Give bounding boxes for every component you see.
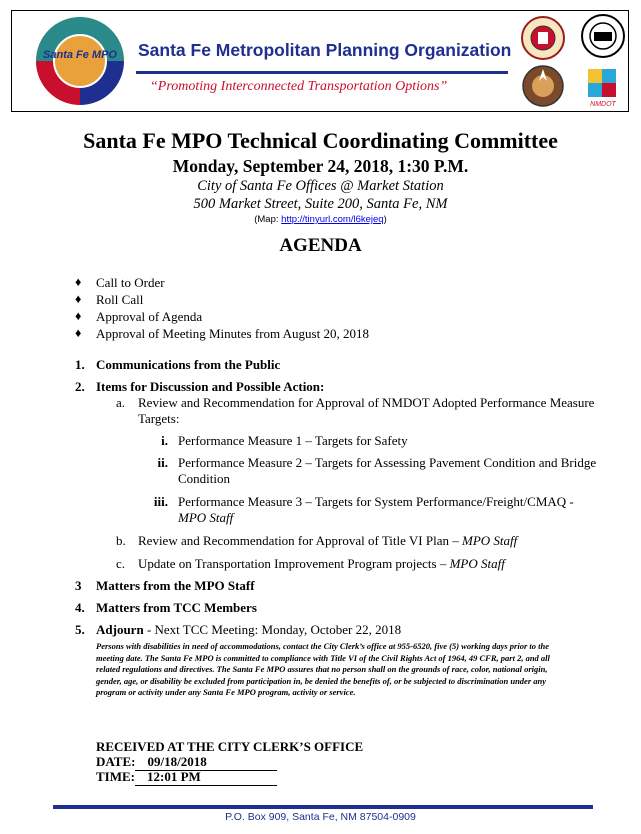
sub-item-a: Review and Recommendation for Approval of NMDOT Adopted Performance Measure Targets: xyxy=(138,395,595,426)
nmdot-label: NMDOT xyxy=(590,101,616,108)
footer-rule xyxy=(53,805,593,809)
diamond-bullet-icon: ♦ xyxy=(75,309,82,323)
diamond-bullet-icon: ♦ xyxy=(75,275,82,289)
map-link[interactable]: http://tinyurl.com/l6kejeq xyxy=(281,214,384,225)
item-mpo-staff: Matters from the MPO Staff xyxy=(96,578,255,593)
item-discussion: Items for Discussion and Possible Action: xyxy=(96,379,325,394)
santa-fe-mpo-logo xyxy=(34,15,126,107)
org-rule xyxy=(136,71,508,74)
committee-title: Santa Fe MPO Technical Coordinating Committee xyxy=(83,128,558,153)
roman-item-iii-text: Performance Measure 3 – Targets for System Performance/Freight/CMAQ - xyxy=(178,494,574,509)
item-adjourn xyxy=(96,622,401,638)
sub-item-b-text: Review and Recommendation for Approval of Title VI Plan – xyxy=(138,533,462,548)
sub-letter: a. xyxy=(116,395,126,410)
diamond-bullet-icon: ♦ xyxy=(75,326,82,340)
presenter-label: MPO Staff xyxy=(462,533,518,548)
map-prefix: (Map: xyxy=(254,214,282,225)
agenda-heading: AGENDA xyxy=(279,235,362,256)
presenter-label: MPO Staff xyxy=(449,556,505,571)
received-time xyxy=(96,769,277,786)
logo-text: Santa Fe MPO xyxy=(43,49,117,61)
footer-address: P.O. Box 909, Santa Fe, NM 87504-0909 xyxy=(225,811,416,823)
time-value: 12:01 PM xyxy=(135,769,277,786)
sub-letter: c. xyxy=(116,556,126,571)
sub-item-b xyxy=(138,533,598,549)
received-title: RECEIVED AT THE CITY CLERK’S OFFICE xyxy=(96,739,364,754)
rtd-seal-icon xyxy=(520,63,566,109)
next-meeting: - Next TCC Meeting: Monday, October 22, 2018 xyxy=(143,622,402,637)
roman-numeral: i. xyxy=(161,433,168,448)
presenter-label: MPO Staff xyxy=(178,510,234,525)
roman-numeral: iii. xyxy=(153,494,168,509)
map-suffix: ) xyxy=(383,214,387,225)
org-name: Santa Fe Metropolitan Planning Organization xyxy=(138,40,512,60)
meeting-datetime: Monday, September 24, 2018, 1:30 P.M. xyxy=(172,156,469,176)
roman-item-ii: Performance Measure 2 – Targets for Assessing Pavement Condition and Bridge Condition xyxy=(178,455,597,486)
adjourn-label: Adjourn xyxy=(96,622,144,637)
nmdot-logo-icon xyxy=(580,63,626,109)
sub-item-c-text: Update on Transportation Improvement Program projects – xyxy=(138,556,450,571)
item-number: 1. xyxy=(75,357,85,372)
sub-item-c xyxy=(138,556,598,572)
roman-item-i: Performance Measure 1 – Targets for Safety xyxy=(178,433,408,448)
item-communications: Communications from the Public xyxy=(96,357,281,372)
accessibility-notice: Persons with disabilities in need of accommodations, contact the City Clerk’s office at 955-6520, five (5) working days prior to the meeting date. The Santa Fe MPO is committed to compliance with Title VI of the Civil Rights Act of 1964, 49 CFR, part 2, and all related regulations and directives. The Santa Fe MPO assures that no person shall on the grounds of race, color, national origin, gender, age, or disability be excluded from participation in, be denied the benefits of, or be subjected to discrimination under any program or activity under any Santa Fe MPO program, activity or service. xyxy=(96,641,550,697)
map-line xyxy=(0,214,641,225)
city-seal-icon xyxy=(520,15,566,61)
diamond-bullet-icon: ♦ xyxy=(75,292,82,306)
location-line-2: 500 Market Street, Suite 200, Santa Fe, NM xyxy=(193,196,448,212)
item-number: 3 xyxy=(75,578,82,593)
date-label: DATE: xyxy=(96,754,136,769)
letterhead xyxy=(11,10,629,112)
bullet-item: Approval of Agenda xyxy=(96,309,203,324)
item-number: 4. xyxy=(75,600,85,615)
sub-letter: b. xyxy=(116,533,126,548)
location-line-1: City of Santa Fe Offices @ Market Station xyxy=(197,178,444,194)
roman-numeral: ii. xyxy=(157,455,168,470)
tagline: “Promoting Interconnected Transportation Options” xyxy=(150,79,448,94)
item-tcc-members: Matters from TCC Members xyxy=(96,600,257,615)
bullet-item: Roll Call xyxy=(96,292,144,307)
roman-item-iii xyxy=(178,494,598,526)
bullet-item: Approval of Meeting Minutes from August 20, 2018 xyxy=(96,326,369,341)
item-number: 5. xyxy=(75,622,85,637)
item-number: 2. xyxy=(75,379,85,394)
county-seal-icon xyxy=(580,13,626,59)
time-label: TIME: xyxy=(96,769,135,784)
date-value: 09/18/2018 xyxy=(135,754,277,771)
bullet-item: Call to Order xyxy=(96,275,165,290)
